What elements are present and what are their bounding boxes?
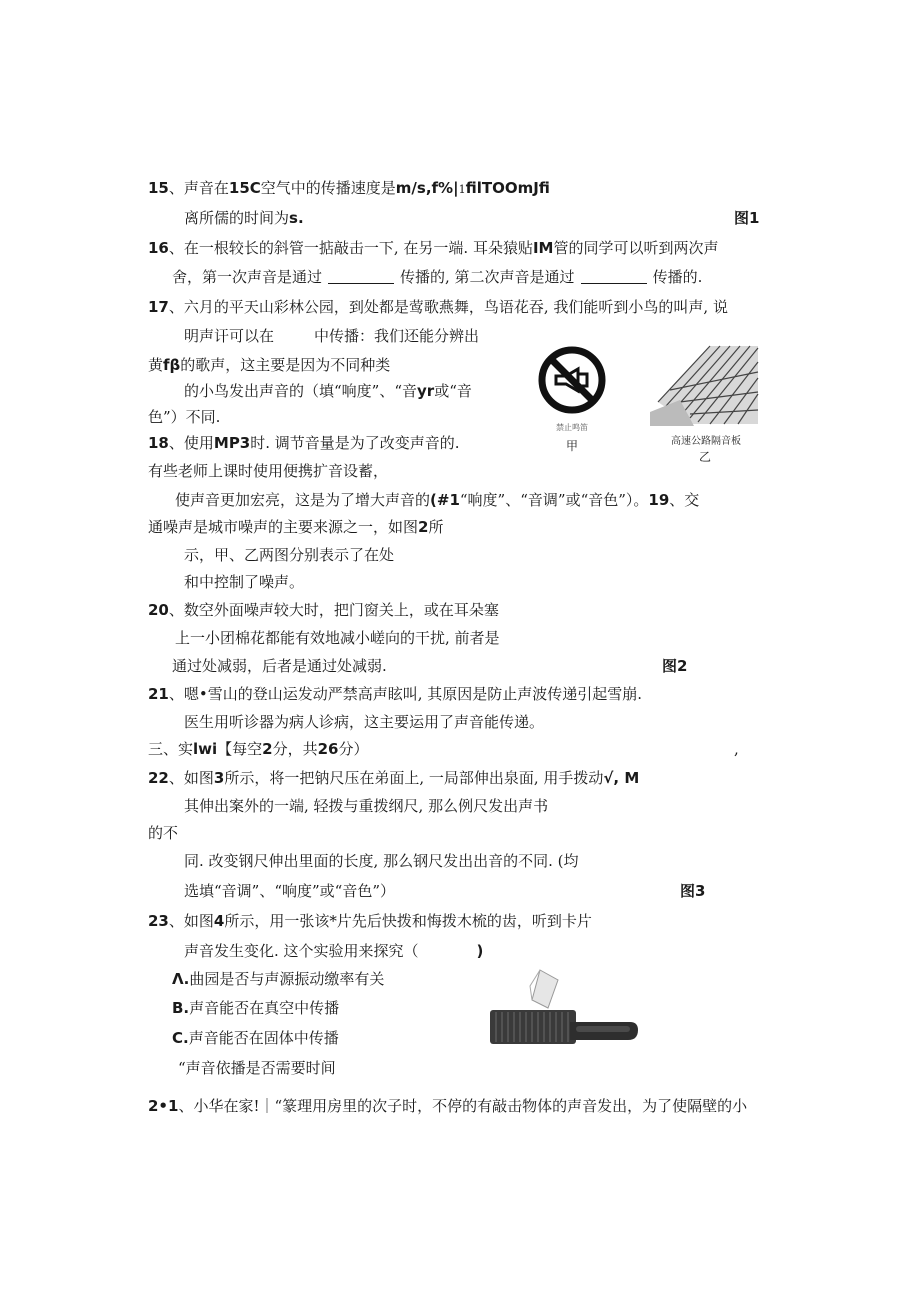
q16-line2: 舍，第一次声音是通过 传播的, 第二次声音是通过 传播的. — [172, 268, 703, 286]
q17-line3: 黄fβ的歌声，这主要是因为不同种类 — [148, 356, 391, 374]
q18-line2: 有些老师上课时使用便携扩音设蓄， — [148, 462, 389, 480]
q17-line2: 明声讦可以在 中传播：我们还能分辨出 — [184, 327, 480, 345]
q16-blank-1[interactable] — [328, 269, 394, 284]
figure4-comb — [486, 966, 642, 1050]
q24-line1: 2•1、小华在家!｜“篆理用房里的次子时，不停的有敲击物体的声音发出，为了使隔壁的小 — [148, 1097, 748, 1115]
q22-line2: 其伸出案外的一端, 轻拨与重拨纲尺, 那么例尺发出声书 — [184, 797, 549, 815]
q17-line4: 的小鸟发出声音的（填“响度”、“音yr或“音 — [184, 382, 472, 400]
q18-line3: 使声音更加宏亮，这是为了增大声音的(#1“响度”、“音调”或“音色”）。19、交 — [175, 491, 700, 509]
q18-line1: 18、使用MP3时. 调节音量是为了改变声音的. — [148, 434, 460, 452]
q17-line5: 色”）不同. — [148, 408, 221, 426]
section3-heading: 三、实lwi【每空2分，共26分） — [148, 740, 369, 758]
q22-line5: 选填“音调”、“响度”或“音色”） — [184, 882, 396, 900]
q22-line4: 同. 改变钢尺伸出里面的长度, 那么钢尺发出出音的不同. (均 — [184, 852, 579, 870]
q21-line1: 21、嗯•雪山的登山运发动严禁高声眩叫, 其原因是防止声波传递引起雪崩. — [148, 685, 643, 703]
q19-line3: 和中控制了噪声。 — [184, 573, 305, 591]
q23-line2: 声音发生变化. 这个实验用来探究（ ) — [184, 942, 484, 960]
figure2-left-caption: 禁止鸣笛 — [556, 423, 588, 432]
q19-line2: 示，甲、乙两图分别表示了在处 — [184, 546, 395, 564]
sound-barrier-image — [650, 342, 762, 428]
q23-option-c[interactable]: C.声音能否在固体中传播 — [172, 1029, 339, 1047]
figure2-left — [532, 346, 612, 416]
q15-line1: 15、声音在15C空气中的传播速度是m/s,f%|1filTOOmJfi — [148, 179, 550, 197]
figure3-label: 图3 — [680, 882, 706, 900]
q23-option-d[interactable]: “声音依播是否需要时间 — [178, 1059, 336, 1077]
section3-mark: , — [734, 740, 739, 758]
q19-line1: 通噪声是城市噪声的主要来源之一，如图2所 — [148, 518, 444, 536]
no-horn-icon — [532, 346, 612, 416]
figure2-right — [650, 342, 762, 428]
q23-option-b[interactable]: B.声音能否在真空中传播 — [172, 999, 340, 1017]
q15-line2: 离所儒的时间为s. — [184, 209, 304, 227]
q17-line1: 17、六月的平天山彩林公园，到处都是莺歌燕舞，鸟语花吞, 我们能听到小鸟的叫声, 说 — [148, 298, 728, 316]
q22-line3: 的不 — [148, 824, 179, 842]
figure1-label: 图1 — [734, 209, 760, 227]
comb-card-image — [486, 966, 642, 1050]
q20-line1: 20、数空外面噪声较大时，把门窗关上，或在耳朵塞 — [148, 601, 499, 619]
q23-line1: 23、如图4所示，用一张该*片先后快拨和悔拨木梳的齿，听到卡片 — [148, 912, 592, 930]
q20-line2: 上一小团棉花都能有效地减小嵯向的干扰, 前者是 — [175, 629, 500, 647]
q23-option-a[interactable]: Λ.曲园是否与声源振动缴率有关 — [172, 970, 385, 988]
figure2-right-caption: 高速公路隔音板 — [671, 436, 741, 447]
figure2-label: 图2 — [662, 657, 688, 675]
q21-line2: 医生用听诊器为病人诊病，这主要运用了声音能传递。 — [184, 713, 545, 731]
q16-line1: 16、在一根较长的斜管一掂敲击一下, 在另一端. 耳朵猿贴IM管的同学可以听到两次声 — [148, 239, 719, 257]
figure2-right-label: 乙 — [698, 450, 711, 464]
figure2-left-label: 甲 — [565, 439, 578, 453]
q22-line1: 22、如图3所示，将一把钠尺压在弟面上, 一局部伸出泉面, 用手拨动√, M — [148, 769, 640, 787]
q16-blank-2[interactable] — [581, 269, 647, 284]
q20-line3: 通过处减弱，后者是通过处减弱. — [172, 657, 387, 675]
